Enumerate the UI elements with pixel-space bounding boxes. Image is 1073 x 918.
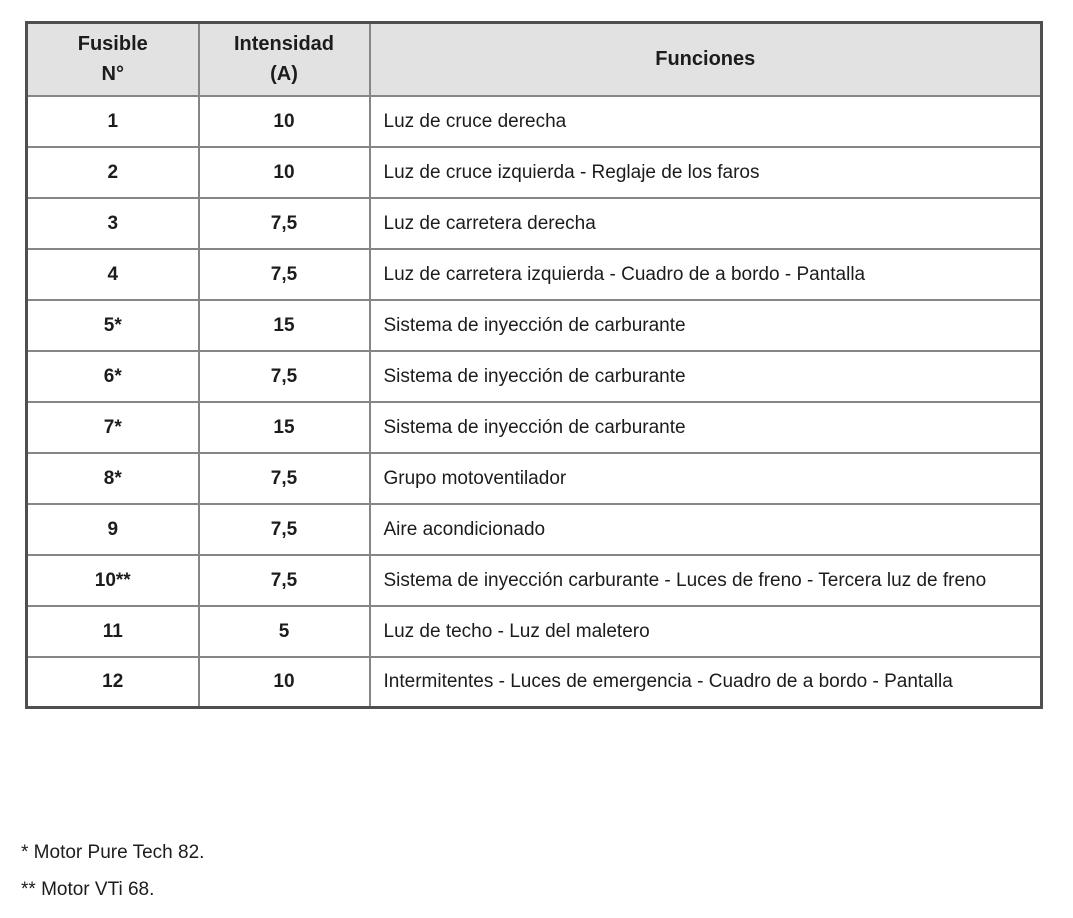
function-cell: Luz de carretera izquierda - Cuadro de a bordo - Pantalla	[370, 249, 1042, 300]
table-row	[27, 402, 1042, 453]
fuse-number-cell: 7*	[27, 402, 199, 453]
header-intensidad-line2: (A)	[270, 63, 298, 86]
header-fusible	[27, 23, 199, 96]
table-row	[27, 504, 1042, 555]
table-row	[27, 147, 1042, 198]
table-row	[27, 453, 1042, 504]
fuse-number-cell: 11	[27, 606, 199, 657]
fuse-number-cell: 8*	[27, 453, 199, 504]
amperage-cell: 15	[199, 402, 370, 453]
amperage-cell: 5	[199, 606, 370, 657]
header-funciones: Funciones	[370, 23, 1042, 96]
table-row	[27, 657, 1042, 708]
footnote-pure-tech: * Motor Pure Tech 82.	[21, 842, 205, 863]
function-cell: Luz de cruce izquierda - Reglaje de los faros	[370, 147, 1042, 198]
table-row	[27, 249, 1042, 300]
amperage-cell: 7,5	[199, 249, 370, 300]
fuse-table-header	[27, 23, 1042, 96]
fuse-number-cell: 2	[27, 147, 199, 198]
amperage-cell: 10	[199, 147, 370, 198]
fuse-number-cell: 9	[27, 504, 199, 555]
function-cell: Luz de carretera derecha	[370, 198, 1042, 249]
header-fusible-line1: Fusible	[77, 33, 148, 56]
fuse-number-cell: 3	[27, 198, 199, 249]
fuse-table	[25, 21, 1043, 709]
function-cell: Grupo motoventilador	[370, 453, 1042, 504]
amperage-cell: 7,5	[199, 504, 370, 555]
table-row	[27, 555, 1042, 606]
amperage-cell: 10	[199, 657, 370, 708]
amperage-cell: 7,5	[199, 453, 370, 504]
fuse-number-cell: 5*	[27, 300, 199, 351]
function-cell: Sistema de inyección de carburante	[370, 351, 1042, 402]
fuse-number-cell: 6*	[27, 351, 199, 402]
function-cell: Sistema de inyección de carburante	[370, 402, 1042, 453]
function-cell: Luz de cruce derecha	[370, 96, 1042, 147]
function-cell: Intermitentes - Luces de emergencia - Cuadro de a bordo - Pantalla	[370, 657, 1042, 708]
header-fusible-line2: N°	[101, 63, 124, 86]
header-row	[27, 23, 1042, 96]
table-row	[27, 198, 1042, 249]
footnotes	[21, 834, 204, 908]
function-cell: Aire acondicionado	[370, 504, 1042, 555]
function-cell: Sistema de inyección de carburante	[370, 300, 1042, 351]
amperage-cell: 7,5	[199, 198, 370, 249]
header-intensidad-line1: Intensidad	[233, 33, 334, 56]
table-row	[27, 606, 1042, 657]
amperage-cell: 7,5	[199, 555, 370, 606]
amperage-cell: 10	[199, 96, 370, 147]
footnote-vti: ** Motor VTi 68.	[21, 879, 155, 900]
amperage-cell: 15	[199, 300, 370, 351]
fuse-number-cell: 10**	[27, 555, 199, 606]
table-row	[27, 96, 1042, 147]
amperage-cell: 7,5	[199, 351, 370, 402]
function-cell: Luz de techo - Luz del maletero	[370, 606, 1042, 657]
table-row	[27, 351, 1042, 402]
table-row	[27, 300, 1042, 351]
fuse-number-cell: 4	[27, 249, 199, 300]
fuse-number-cell: 12	[27, 657, 199, 708]
fuse-table-body	[27, 96, 1042, 708]
header-intensidad	[199, 23, 370, 96]
fuse-number-cell: 1	[27, 96, 199, 147]
function-cell: Sistema de inyección carburante - Luces de freno - Tercera luz de freno	[370, 555, 1042, 606]
